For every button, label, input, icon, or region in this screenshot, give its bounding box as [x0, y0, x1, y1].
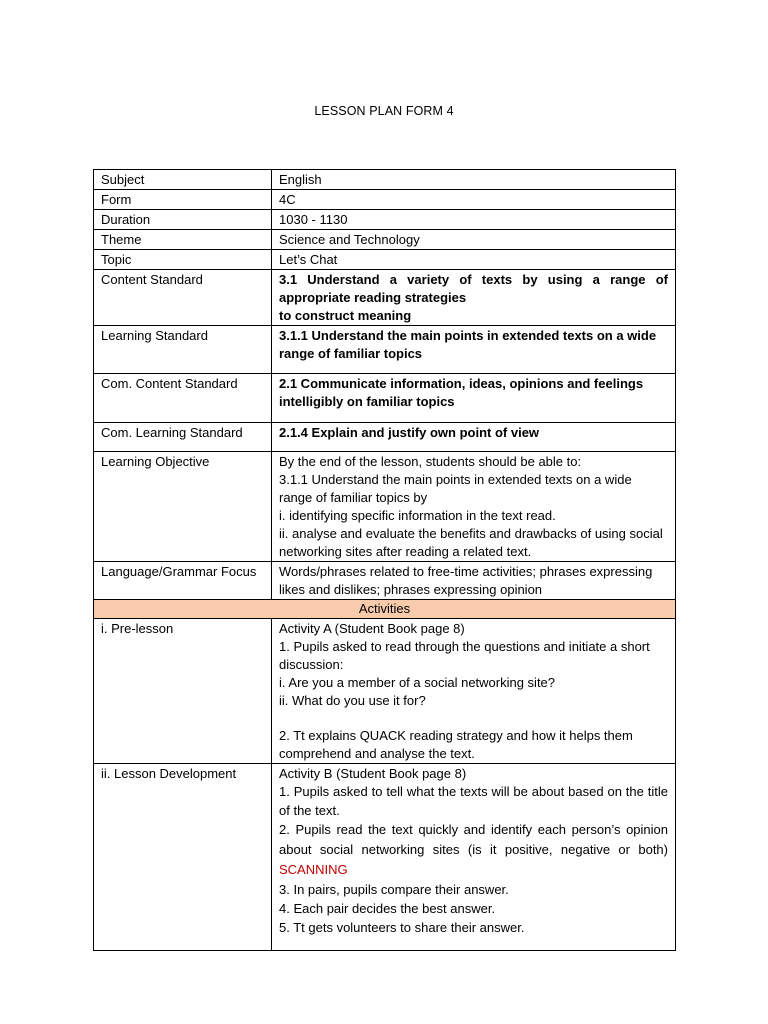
row-label: Com. Content Standard — [94, 374, 272, 423]
activity-title: Activity B (Student Book page 8) — [279, 766, 467, 781]
activity-line: 2. Tt explains QUACK reading strategy and how it helps them comprehend and analyse the text. — [279, 728, 633, 761]
table-row — [94, 210, 676, 230]
activity-line: ii. What do you use it for? — [279, 693, 426, 708]
table-row — [94, 452, 676, 562]
row-label: i. Pre-lesson — [94, 619, 272, 764]
row-label: Com. Learning Standard — [94, 423, 272, 452]
spacer — [279, 710, 668, 727]
content-standard-value — [272, 270, 676, 326]
subject-value: English — [272, 170, 676, 190]
language-focus-value: Words/phrases related to free-time activities; phrases expressing likes and dislikes; phrases expressing opinion — [272, 562, 676, 600]
row-label: Theme — [94, 230, 272, 250]
objective-line: ii. analyse and evaluate the benefits and drawbacks of using social networking sites after reading a related text. — [279, 526, 663, 559]
table-row — [94, 562, 676, 600]
table-row — [94, 250, 676, 270]
row-label: Learning Objective — [94, 452, 272, 562]
activity-line — [279, 820, 668, 880]
objective-line: By the end of the lesson, students should be able to: — [279, 454, 582, 469]
com-content-standard-value: 2.1 Communicate information, ideas, opinions and feelings intelligibly on familiar topics — [272, 374, 676, 423]
row-label: Language/Grammar Focus — [94, 562, 272, 600]
activity-title: Activity A (Student Book page 8) — [279, 621, 465, 636]
row-label: Duration — [94, 210, 272, 230]
objective-line: i. identifying specific information in the text read. — [279, 508, 556, 523]
row-label: Topic — [94, 250, 272, 270]
topic-value: Let’s Chat — [272, 250, 676, 270]
content-standard-line1: 3.1 Understand a variety of texts by using a range of appropriate reading strategies — [279, 272, 668, 305]
theme-value: Science and Technology — [272, 230, 676, 250]
table-row — [94, 326, 676, 374]
content-standard-line2: to construct meaning — [279, 308, 412, 323]
duration-value: 1030 - 1130 — [272, 210, 676, 230]
table-row — [94, 170, 676, 190]
table-row — [94, 230, 676, 250]
learning-objective-value — [272, 452, 676, 562]
learning-standard-value: 3.1.1 Understand the main points in extended texts on a wide range of familiar topics — [272, 326, 676, 374]
row-label: Subject — [94, 170, 272, 190]
activities-header: Activities — [94, 600, 676, 619]
activity-line: 5. Tt gets volunteers to share their answer. — [279, 920, 525, 935]
table-row — [94, 374, 676, 423]
table-row — [94, 764, 676, 951]
table-row — [94, 619, 676, 764]
form-value: 4C — [272, 190, 676, 210]
row-label: Form — [94, 190, 272, 210]
page-title: LESSON PLAN FORM 4 — [314, 104, 454, 118]
activity-line: 3. In pairs, pupils compare their answer. — [279, 882, 509, 897]
lesson-development-content — [272, 764, 676, 951]
row-label: Content Standard — [94, 270, 272, 326]
activity-line-text: 2. Pupils read the text quickly and identify each person’s opinion about social networking sites (is it positive, negative or both) — [279, 822, 668, 857]
table-row — [94, 270, 676, 326]
activity-line: 1. Pupils asked to read through the questions and initiate a short discussion: — [279, 639, 650, 672]
pre-lesson-content — [272, 619, 676, 764]
table-row — [94, 423, 676, 452]
activity-line: i. Are you a member of a social networking site? — [279, 675, 556, 690]
row-label: ii. Lesson Development — [94, 764, 272, 951]
activities-header-row — [94, 600, 676, 619]
scanning-highlight: SCANNING — [279, 862, 348, 877]
activity-line: 4. Each pair decides the best answer. — [279, 901, 496, 916]
lesson-plan-table — [93, 169, 676, 951]
table-row — [94, 190, 676, 210]
com-learning-standard-value: 2.1.4 Explain and justify own point of view — [272, 423, 676, 452]
activity-line: 1. Pupils asked to tell what the texts will be about based on the title of the text. — [279, 784, 668, 818]
row-label: Learning Standard — [94, 326, 272, 374]
objective-line: 3.1.1 Understand the main points in extended texts on a wide range of familiar topics by — [279, 472, 632, 505]
